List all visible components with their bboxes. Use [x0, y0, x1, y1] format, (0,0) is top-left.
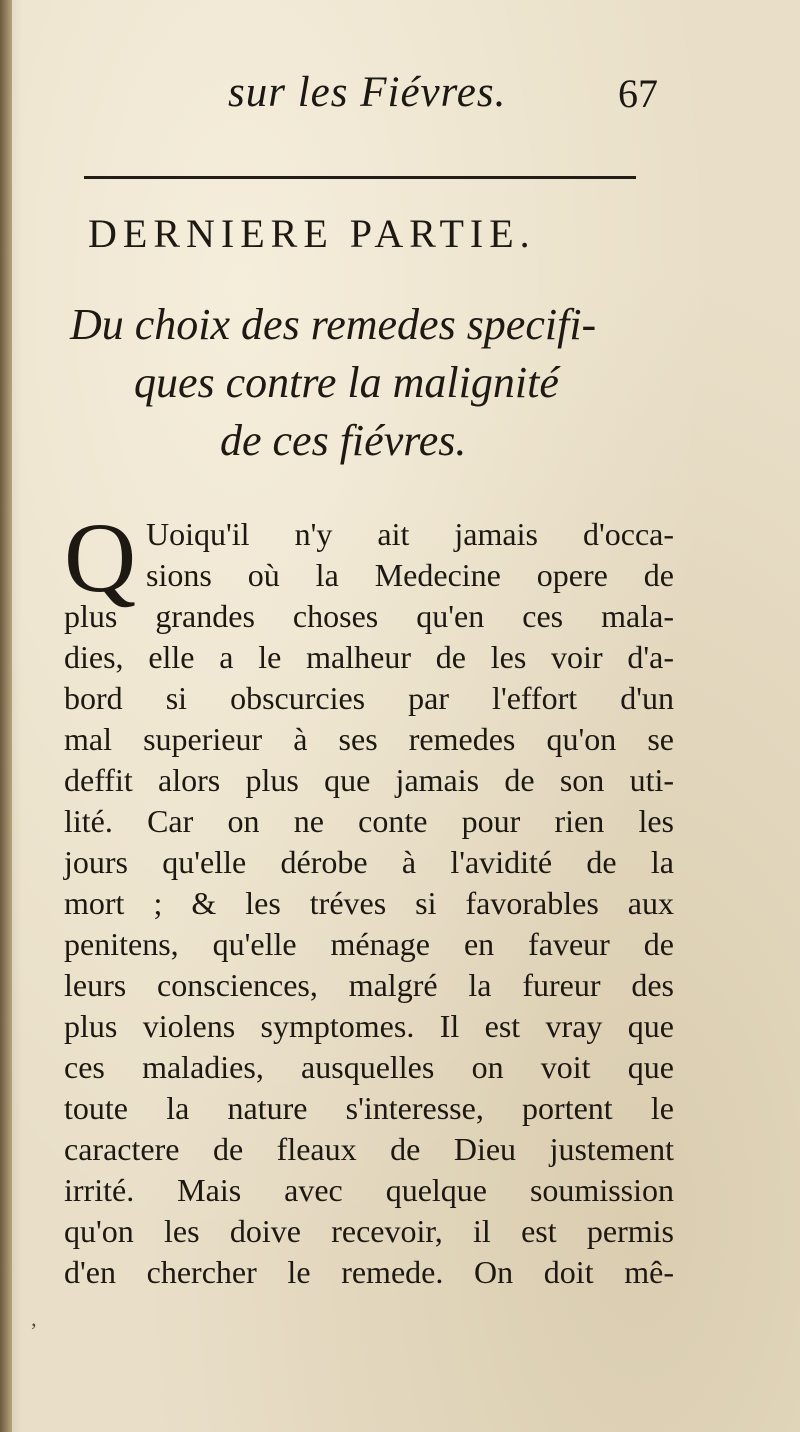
- text-line: deffit alors plus que jamais de son uti-: [64, 762, 674, 798]
- text-line: d'en chercher le remede. On doit mê-: [64, 1254, 674, 1290]
- text-line: mal superieur à ses remedes qu'on se: [64, 721, 674, 757]
- body-text: [64, 514, 674, 1293]
- text-line: sions où la Medecine opere de: [146, 557, 674, 593]
- page-gutter: [0, 0, 12, 1432]
- running-title: sur les Fiévres.: [228, 69, 507, 116]
- text-line: qu'on les doive recevoir, il est permis: [64, 1213, 674, 1249]
- text-line: mort ; & les tréves si favorables aux: [64, 885, 674, 921]
- text-line: Uoiqu'il n'y ait jamais d'occa-: [146, 516, 674, 552]
- text-line: caractere de fleaux de Dieu justement: [64, 1131, 674, 1167]
- subtitle-line: ques contre la malignité: [134, 358, 559, 407]
- text-line: ces maladies, ausquelles on voit que: [64, 1049, 674, 1085]
- text-line: irrité. Mais avec quelque soumission: [64, 1172, 674, 1208]
- text-line: plus violens symptomes. Il est vray que: [64, 1008, 674, 1044]
- text-line: jours qu'elle dérobe à l'avidité de la: [64, 844, 674, 880]
- text-line: bord si obscurcies par l'effort d'un: [64, 680, 674, 716]
- text-line: lité. Car on ne conte pour rien les: [64, 803, 674, 839]
- subtitle-line: Du choix des remedes specifi-: [70, 300, 597, 349]
- page-number: 67: [618, 71, 658, 116]
- margin-mark: ’: [30, 1318, 38, 1343]
- page-header: [0, 68, 800, 128]
- text-line: plus grandes choses qu'en ces mala-: [64, 598, 674, 634]
- text-line: leurs consciences, malgré la fureur des: [64, 967, 674, 1003]
- chapter-subtitle: [70, 296, 690, 470]
- text-line: toute la nature s'interesse, portent le: [64, 1090, 674, 1126]
- subtitle-line: de ces fiévres.: [220, 416, 467, 465]
- text-line: dies, elle a le malheur de les voir d'a-: [64, 639, 674, 675]
- drop-cap: Q: [64, 502, 137, 613]
- part-title: DERNIERE PARTIE.: [88, 211, 536, 256]
- text-line: penitens, qu'elle ménage en faveur de: [64, 926, 674, 962]
- header-rule: [84, 176, 636, 179]
